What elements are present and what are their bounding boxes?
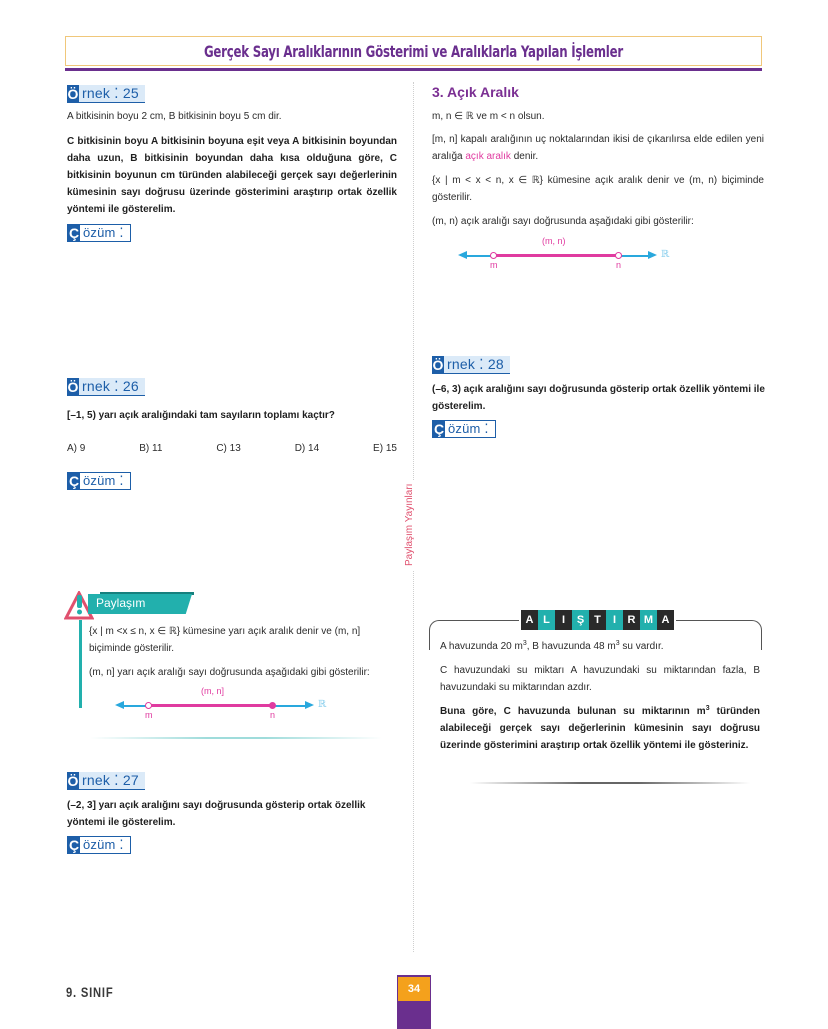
arrow-right-icon — [648, 251, 657, 259]
axis-line — [273, 705, 307, 707]
title-letter: M — [640, 610, 657, 630]
tip-paragraph-1: {x | m <x ≤ n, x ∈ ℝ} kümesine yarı açık aralık denir ve (m, n] biçiminde gösterilir. — [89, 626, 361, 654]
title-letter: T — [589, 610, 606, 630]
badge-lead: Ö — [67, 85, 79, 102]
half-open-number-line — [115, 686, 335, 722]
arrow-right-icon — [305, 701, 314, 709]
superscript: 3 — [522, 640, 527, 647]
badge-label: rnek ⁚ 27 — [82, 772, 139, 788]
badge-lead: Ö — [432, 356, 444, 373]
example-25-badge — [67, 85, 145, 103]
badge-label: rnek ⁚ 28 — [447, 356, 504, 372]
title-letter: I — [606, 610, 623, 630]
exercise-p3 — [440, 703, 760, 754]
title-letter: L — [538, 610, 555, 630]
interval-label: (m, n) — [542, 236, 566, 246]
real-numbers-symbol: ℝ — [661, 249, 670, 260]
badge-lead: Ö — [67, 378, 79, 395]
section-title: 3. Açık Aralık — [432, 84, 519, 100]
example-26-solution-badge — [67, 472, 131, 490]
open-interval-p2 — [432, 131, 764, 165]
right-endpoint-label: n — [616, 260, 622, 270]
superscript: 3 — [615, 640, 620, 647]
tip-bottom-rule — [90, 737, 382, 739]
text: , B havuzunda 48 m — [526, 641, 616, 652]
badge-lead: Ç — [68, 473, 80, 489]
title-letter: I — [555, 610, 572, 630]
open-endpoint-icon — [615, 252, 622, 259]
left-endpoint-label: m — [490, 260, 498, 270]
badge-label: özüm ⁚ — [83, 225, 124, 240]
choice-d[interactable]: D) 14 — [294, 443, 320, 454]
interval-segment — [494, 254, 618, 257]
badge-label: özüm ⁚ — [448, 421, 489, 436]
example-25-question: C bitkisinin boyu A bitkisinin boyuna eşit veya A bitkisinin boyundan daha uzun, B bitkisinin boyundan daha kısa olduğuna göre, C bitkisinin boyunun cm türünden alabileceği gerçek sayı değerlerinin kümesinin sayı doğrusu üzerinde gösterimini araştırıp ortak özellik yöntemi ile gösterelim. — [67, 136, 397, 215]
example-27-solution-badge — [67, 836, 131, 854]
text: [m, n] kapalı aralığının uç noktalarından ikisi de çıkarılırsa elde edilen yeni aralığa — [432, 134, 764, 162]
axis-line — [618, 255, 650, 257]
title-letter: Ş — [572, 610, 589, 630]
example-28-question: (–6, 3) açık aralığını sayı doğrusunda gösterip ortak özellik yöntemi ile gösterelim. — [432, 384, 765, 412]
example-28-solution-badge — [432, 420, 496, 438]
open-interval-p3: {x | m < x < n, x ∈ ℝ} kümesine açık aralık denir ve (m, n) biçiminde gösterilir. — [432, 175, 764, 203]
example-28-badge — [432, 356, 510, 374]
title-letter: A — [521, 610, 538, 630]
exercise-title — [519, 610, 676, 630]
page-title: Gerçek Sayı Aralıklarının Gösterimi ve Aralıklarla Yapılan İşlemler — [204, 41, 623, 61]
superscript: 3 — [705, 705, 710, 712]
text: A havuzunda 20 m — [440, 641, 523, 652]
open-endpoint-icon — [490, 252, 497, 259]
example-25-solution-badge — [67, 224, 131, 242]
example-26-choices — [67, 443, 397, 454]
page-header — [65, 36, 762, 66]
tip-rule — [79, 620, 82, 708]
title-letter: A — [657, 610, 674, 630]
open-endpoint-icon — [145, 702, 152, 709]
badge-label: rnek ⁚ 26 — [82, 378, 139, 394]
exercise-p2: C havuzundaki su miktarı A havuzundaki su miktarından fazla, B havuzundaki su miktarından azdır. — [440, 665, 760, 693]
choice-c[interactable]: C) 13 — [216, 443, 241, 454]
text: Buna göre, C havuzunda bulunan su miktarının m — [440, 706, 706, 717]
example-26-badge — [67, 378, 145, 396]
choice-a[interactable]: A) 9 — [67, 443, 86, 454]
text: türünden alabileceği gerçek sayı değerlerinin kümesinin sayı doğrusu üzerinde gösterimini araştırıp ortak özellik yöntemi ile gösteriniz. — [440, 706, 760, 751]
right-endpoint-label: n — [270, 710, 276, 720]
open-number-line — [458, 236, 678, 272]
exercise-bottom-rule — [470, 782, 750, 784]
example-25-given: A bitkisinin boyu 2 cm, B bitkisinin boyu 5 cm dir. — [67, 111, 282, 122]
badge-label: rnek ⁚ 25 — [82, 85, 139, 101]
open-interval-p4: (m, n) açık aralığı sayı doğrusunda aşağıdaki gibi gösterilir: — [432, 216, 694, 227]
choice-e[interactable]: E) 15 — [373, 443, 397, 454]
exercise-p1 — [440, 638, 760, 655]
badge-label: özüm ⁚ — [83, 837, 124, 852]
real-numbers-symbol: ℝ — [318, 699, 327, 710]
interval-label: (m, n] — [201, 686, 225, 696]
interval-segment — [151, 704, 273, 707]
text: denir. — [510, 151, 539, 162]
tip-paragraph-2: (m, n] yarı açık aralığı sayı doğrusunda aşağıdaki gibi gösterilir: — [89, 667, 370, 678]
badge-lead: Ç — [68, 225, 80, 241]
text: su vardır. — [619, 641, 664, 652]
left-endpoint-label: m — [145, 710, 153, 720]
page-number: 34 — [398, 977, 430, 1001]
badge-lead: Ö — [67, 772, 79, 789]
choice-b[interactable]: B) 11 — [139, 443, 163, 454]
closed-endpoint-icon — [269, 702, 276, 709]
example-27-badge — [67, 772, 145, 790]
title-letter: R — [623, 610, 640, 630]
badge-label: özüm ⁚ — [83, 473, 124, 488]
highlight-term: açık aralık — [465, 151, 511, 162]
open-interval-p1: m, n ∈ ℝ ve m < n olsun. — [432, 111, 545, 122]
example-27-question: (–2, 3] yarı açık aralığını sayı doğrusunda gösterip ortak özellik yöntemi ile gösterelim. — [67, 800, 366, 828]
badge-lead: Ç — [68, 837, 80, 853]
publisher-side-label: Paylaşım Yayınları — [404, 480, 415, 570]
badge-lead: Ç — [433, 421, 445, 437]
example-26-question: [–1, 5) yarı açık aralığındaki tam sayıların toplamı kaçtır? — [67, 410, 335, 421]
tip-title: Paylaşım — [96, 596, 146, 610]
grade-label: 9. SINIF — [66, 984, 114, 1000]
header-rule — [65, 68, 762, 71]
